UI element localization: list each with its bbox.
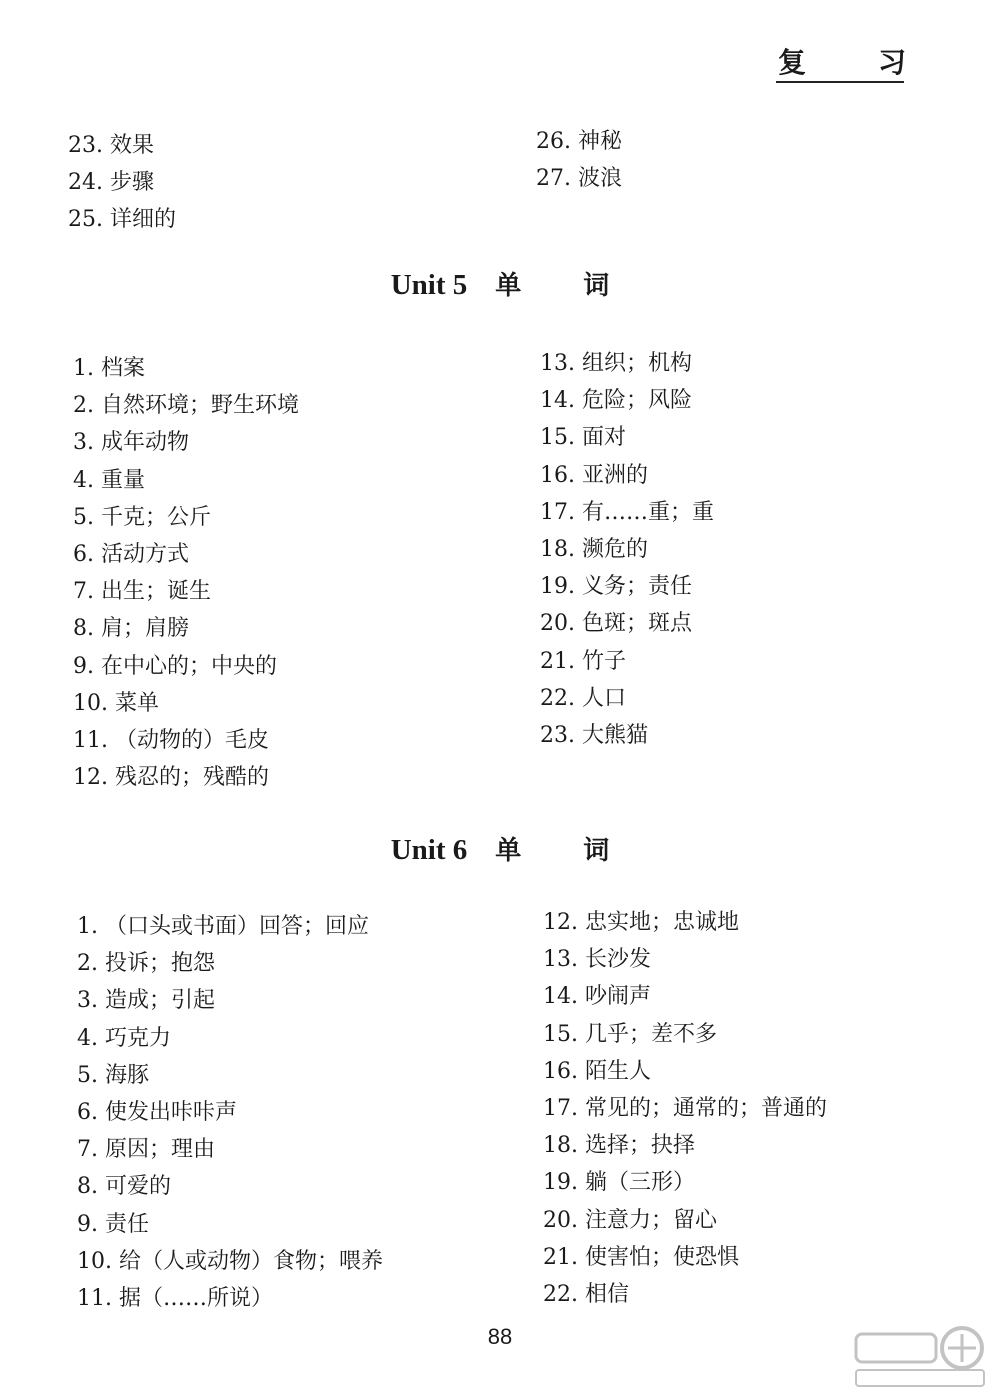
list-item: 2. 投诉；抱怨 <box>77 951 215 977</box>
unit6-right-column <box>543 904 827 1313</box>
unit6-name: Unit 6 <box>390 834 468 866</box>
list-item: 20. 注意力；留心 <box>543 1207 717 1233</box>
header-title-right: 习 <box>877 46 906 79</box>
list-item: 11. （动物的）毛皮 <box>73 727 269 753</box>
page-header <box>776 46 906 86</box>
list-item: 2. 自然环境；野生环境 <box>73 393 299 419</box>
watermark-logo-icon <box>850 1320 990 1392</box>
list-item: 21. 使害怕；使恐惧 <box>543 1244 739 1270</box>
list-item: 10. 给（人或动物）食物；喂养 <box>77 1248 383 1274</box>
unit5-title <box>0 268 1000 303</box>
list-item: 15. 面对 <box>540 425 626 451</box>
list-item: 14. 吵闹声 <box>543 984 651 1010</box>
list-item: 12. 忠实地；忠诚地 <box>543 910 739 935</box>
header-title-left: 复 <box>778 46 807 79</box>
list-item: 11. 据（……所说） <box>77 1285 273 1311</box>
list-item: 23. 大熊猫 <box>540 722 648 748</box>
list-item: 5. 海豚 <box>77 1062 149 1088</box>
list-item: 4. 巧克力 <box>77 1025 171 1051</box>
list-item: 18. 濒危的 <box>540 536 648 562</box>
list-item: 15. 几乎；差不多 <box>543 1021 717 1047</box>
list-item: 1. （口头或书面）回答；回应 <box>77 914 369 939</box>
unit5-char-1: 单 <box>495 271 522 301</box>
list-item: 25. 详细的 <box>68 207 176 233</box>
list-item: 22. 人口 <box>540 685 626 711</box>
list-item: 21. 竹子 <box>540 648 626 674</box>
list-item: 3. 造成；引起 <box>77 988 215 1014</box>
list-item: 10. 菜单 <box>73 690 159 716</box>
list-item: 6. 使发出咔咔声 <box>77 1099 237 1125</box>
list-item: 13. 长沙发 <box>543 947 651 973</box>
list-item: 5. 千克；公斤 <box>73 504 211 530</box>
unit6-title <box>0 833 1000 868</box>
list-item: 16. 亚洲的 <box>540 462 648 488</box>
list-item: 8. 可爱的 <box>77 1174 171 1200</box>
list-item: 1. 档案 <box>73 356 145 381</box>
unit5-char-2: 词 <box>583 271 610 301</box>
list-item: 8. 肩；肩膀 <box>73 616 189 642</box>
list-item: 12. 残忍的；残酷的 <box>73 765 269 791</box>
list-item: 14. 危险；风险 <box>540 388 692 414</box>
unit5-right-column <box>540 345 714 754</box>
unit5-left-column <box>73 350 299 796</box>
top-left-column <box>68 127 176 239</box>
list-item: 3. 成年动物 <box>73 430 189 456</box>
list-item: 4. 重量 <box>73 467 145 493</box>
list-item: 17. 常见的；通常的；普通的 <box>543 1095 827 1121</box>
list-item: 22. 相信 <box>543 1281 629 1307</box>
list-item: 20. 色斑；斑点 <box>540 611 692 637</box>
list-item: 7. 出生；诞生 <box>73 579 211 605</box>
list-item: 23. 效果 <box>68 133 154 158</box>
list-item: 18. 选择；抉择 <box>543 1133 695 1159</box>
list-item: 24. 步骤 <box>68 170 154 196</box>
list-item: 27. 波浪 <box>536 166 622 192</box>
unit5-name: Unit 5 <box>390 269 468 301</box>
list-item: 6. 活动方式 <box>73 541 189 567</box>
list-item: 17. 有……重；重 <box>540 499 714 525</box>
unit6-left-column <box>77 908 383 1317</box>
top-right-column <box>536 123 622 197</box>
list-item: 26. 神秘 <box>536 129 622 154</box>
header-title <box>778 46 906 80</box>
list-item: 19. 躺（三形） <box>543 1170 695 1196</box>
list-item: 13. 组织；机构 <box>540 351 692 376</box>
list-item: 7. 原因；理由 <box>77 1137 215 1163</box>
list-item: 9. 责任 <box>77 1211 149 1237</box>
list-item: 16. 陌生人 <box>543 1058 651 1084</box>
header-underline <box>776 81 904 83</box>
list-item: 9. 在中心的；中央的 <box>73 653 277 679</box>
unit6-char-1: 单 <box>495 836 522 866</box>
page-number: 88 <box>487 1324 513 1349</box>
unit6-char-2: 词 <box>583 836 610 866</box>
list-item: 19. 义务；责任 <box>540 574 692 600</box>
